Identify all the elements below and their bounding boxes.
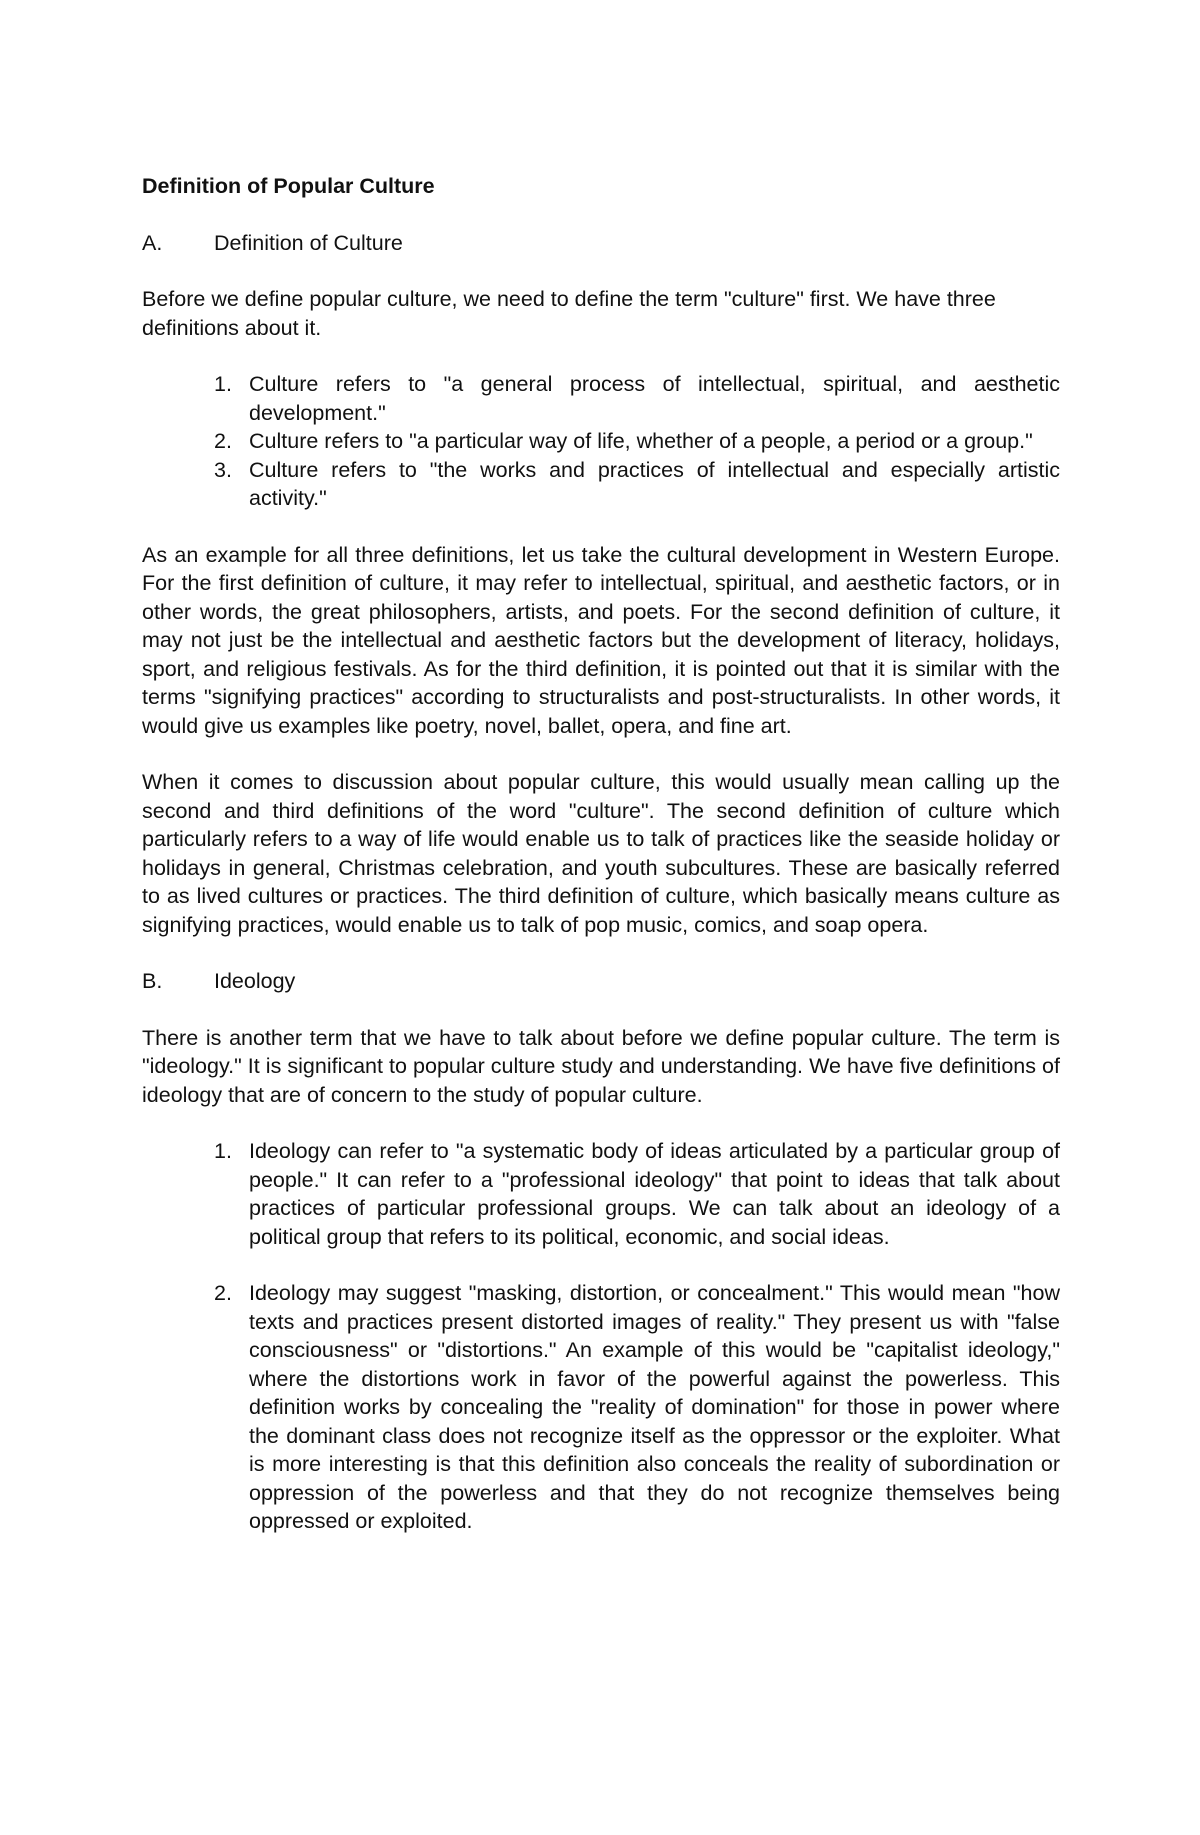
document-page xyxy=(142,172,1060,1564)
list-item-number: 3. xyxy=(214,457,232,482)
section-b-intro: There is another term that we have to talk about before we define popular culture. The term is "ideology." It is significant to popular culture study and understanding. We have five definitions of ideology that are of concern to the study of popular culture. xyxy=(142,1025,1060,1107)
section-b-letter: B. xyxy=(142,969,163,993)
list-item-number: 2. xyxy=(214,1281,232,1305)
document-title: Definition of Popular Culture xyxy=(142,174,435,198)
list-item-number: 1. xyxy=(214,1139,232,1163)
list-item xyxy=(214,370,1060,427)
list-item-text: Ideology may suggest "masking, distortion, or concealment." This would mean "how texts and practices present distorted images of reality." They present us with "false consciousness" or "distortions." An example of this would be "capitalist ideology," where the distortions work in favor of the powerful against the powerless. This definition works by concealing the "reality of domination" for those in power where the dominant class does not recognize itself as the oppressor or the exploiter. What is more interesting is that this definition also conceals the reality of subordination or oppression of the powerless and that they do not recognize themselves being oppressed or exploited. xyxy=(249,1281,1060,1533)
section-a-title: Definition of Culture xyxy=(214,230,403,255)
section-a-heading xyxy=(142,229,1060,258)
section-a-letter: A. xyxy=(142,230,163,255)
section-b-heading xyxy=(142,967,1060,996)
list-item-text: Culture refers to "a general process of intellectual, spiritual, and aesthetic development." xyxy=(249,372,1060,425)
list-item xyxy=(214,427,1060,456)
list-item xyxy=(214,456,1060,513)
section-a-paragraph-2: When it comes to discussion about popular culture, this would usually mean calling up the second and third definitions of the word "culture". The second definition of culture which particularly refers to a way of life would enable us to talk of practices like the seaside holiday or holidays in general, Christmas celebration, and youth subcultures. These are basically referred to as lived cultures or practices. The third definition of culture, which basically means culture as signifying practices, would enable us to talk of pop music, comics, and soap opera. xyxy=(142,770,1060,937)
list-item-text: Culture refers to "the works and practices of intellectual and especially artistic activity." xyxy=(249,457,1060,510)
ideology-definitions-list xyxy=(142,1137,1060,1536)
list-item-number: 1. xyxy=(214,372,232,396)
list-item-number: 2. xyxy=(214,429,232,453)
section-a-intro: Before we define popular culture, we need to define the term "culture" first. We have three definitions about it. xyxy=(142,287,996,340)
section-b-title: Ideology xyxy=(214,969,296,993)
section-a-paragraph-1: As an example for all three definitions, let us take the cultural development in Western Europe. For the first definition of culture, it may refer to intellectual, spiritual, and aesthetic factors, or in other words, the great philosophers, artists, and poets. For the second definition of culture, it may not just be the intellectual and aesthetic factors but the development of literacy, holidays, sport, and religious festivals. As for the third definition, it is pointed out that it is similar with the terms "signifying practices" according to structuralists and post-structuralists. In other words, it would give us examples like poetry, novel, ballet, opera, and fine art. xyxy=(142,542,1060,738)
list-item-text: Culture refers to "a particular way of life, whether of a people, a period or a group." xyxy=(249,429,1033,453)
list-item xyxy=(214,1137,1060,1251)
list-item-text: Ideology can refer to "a systematic body of ideas articulated by a particular group of people." It can refer to a "professional ideology" that point to ideas that talk about practices of particular professional groups. We can talk about an ideology of a political group that refers to its political, economic, and social ideas. xyxy=(249,1139,1060,1249)
list-item xyxy=(214,1279,1060,1536)
culture-definitions-list xyxy=(142,370,1060,513)
